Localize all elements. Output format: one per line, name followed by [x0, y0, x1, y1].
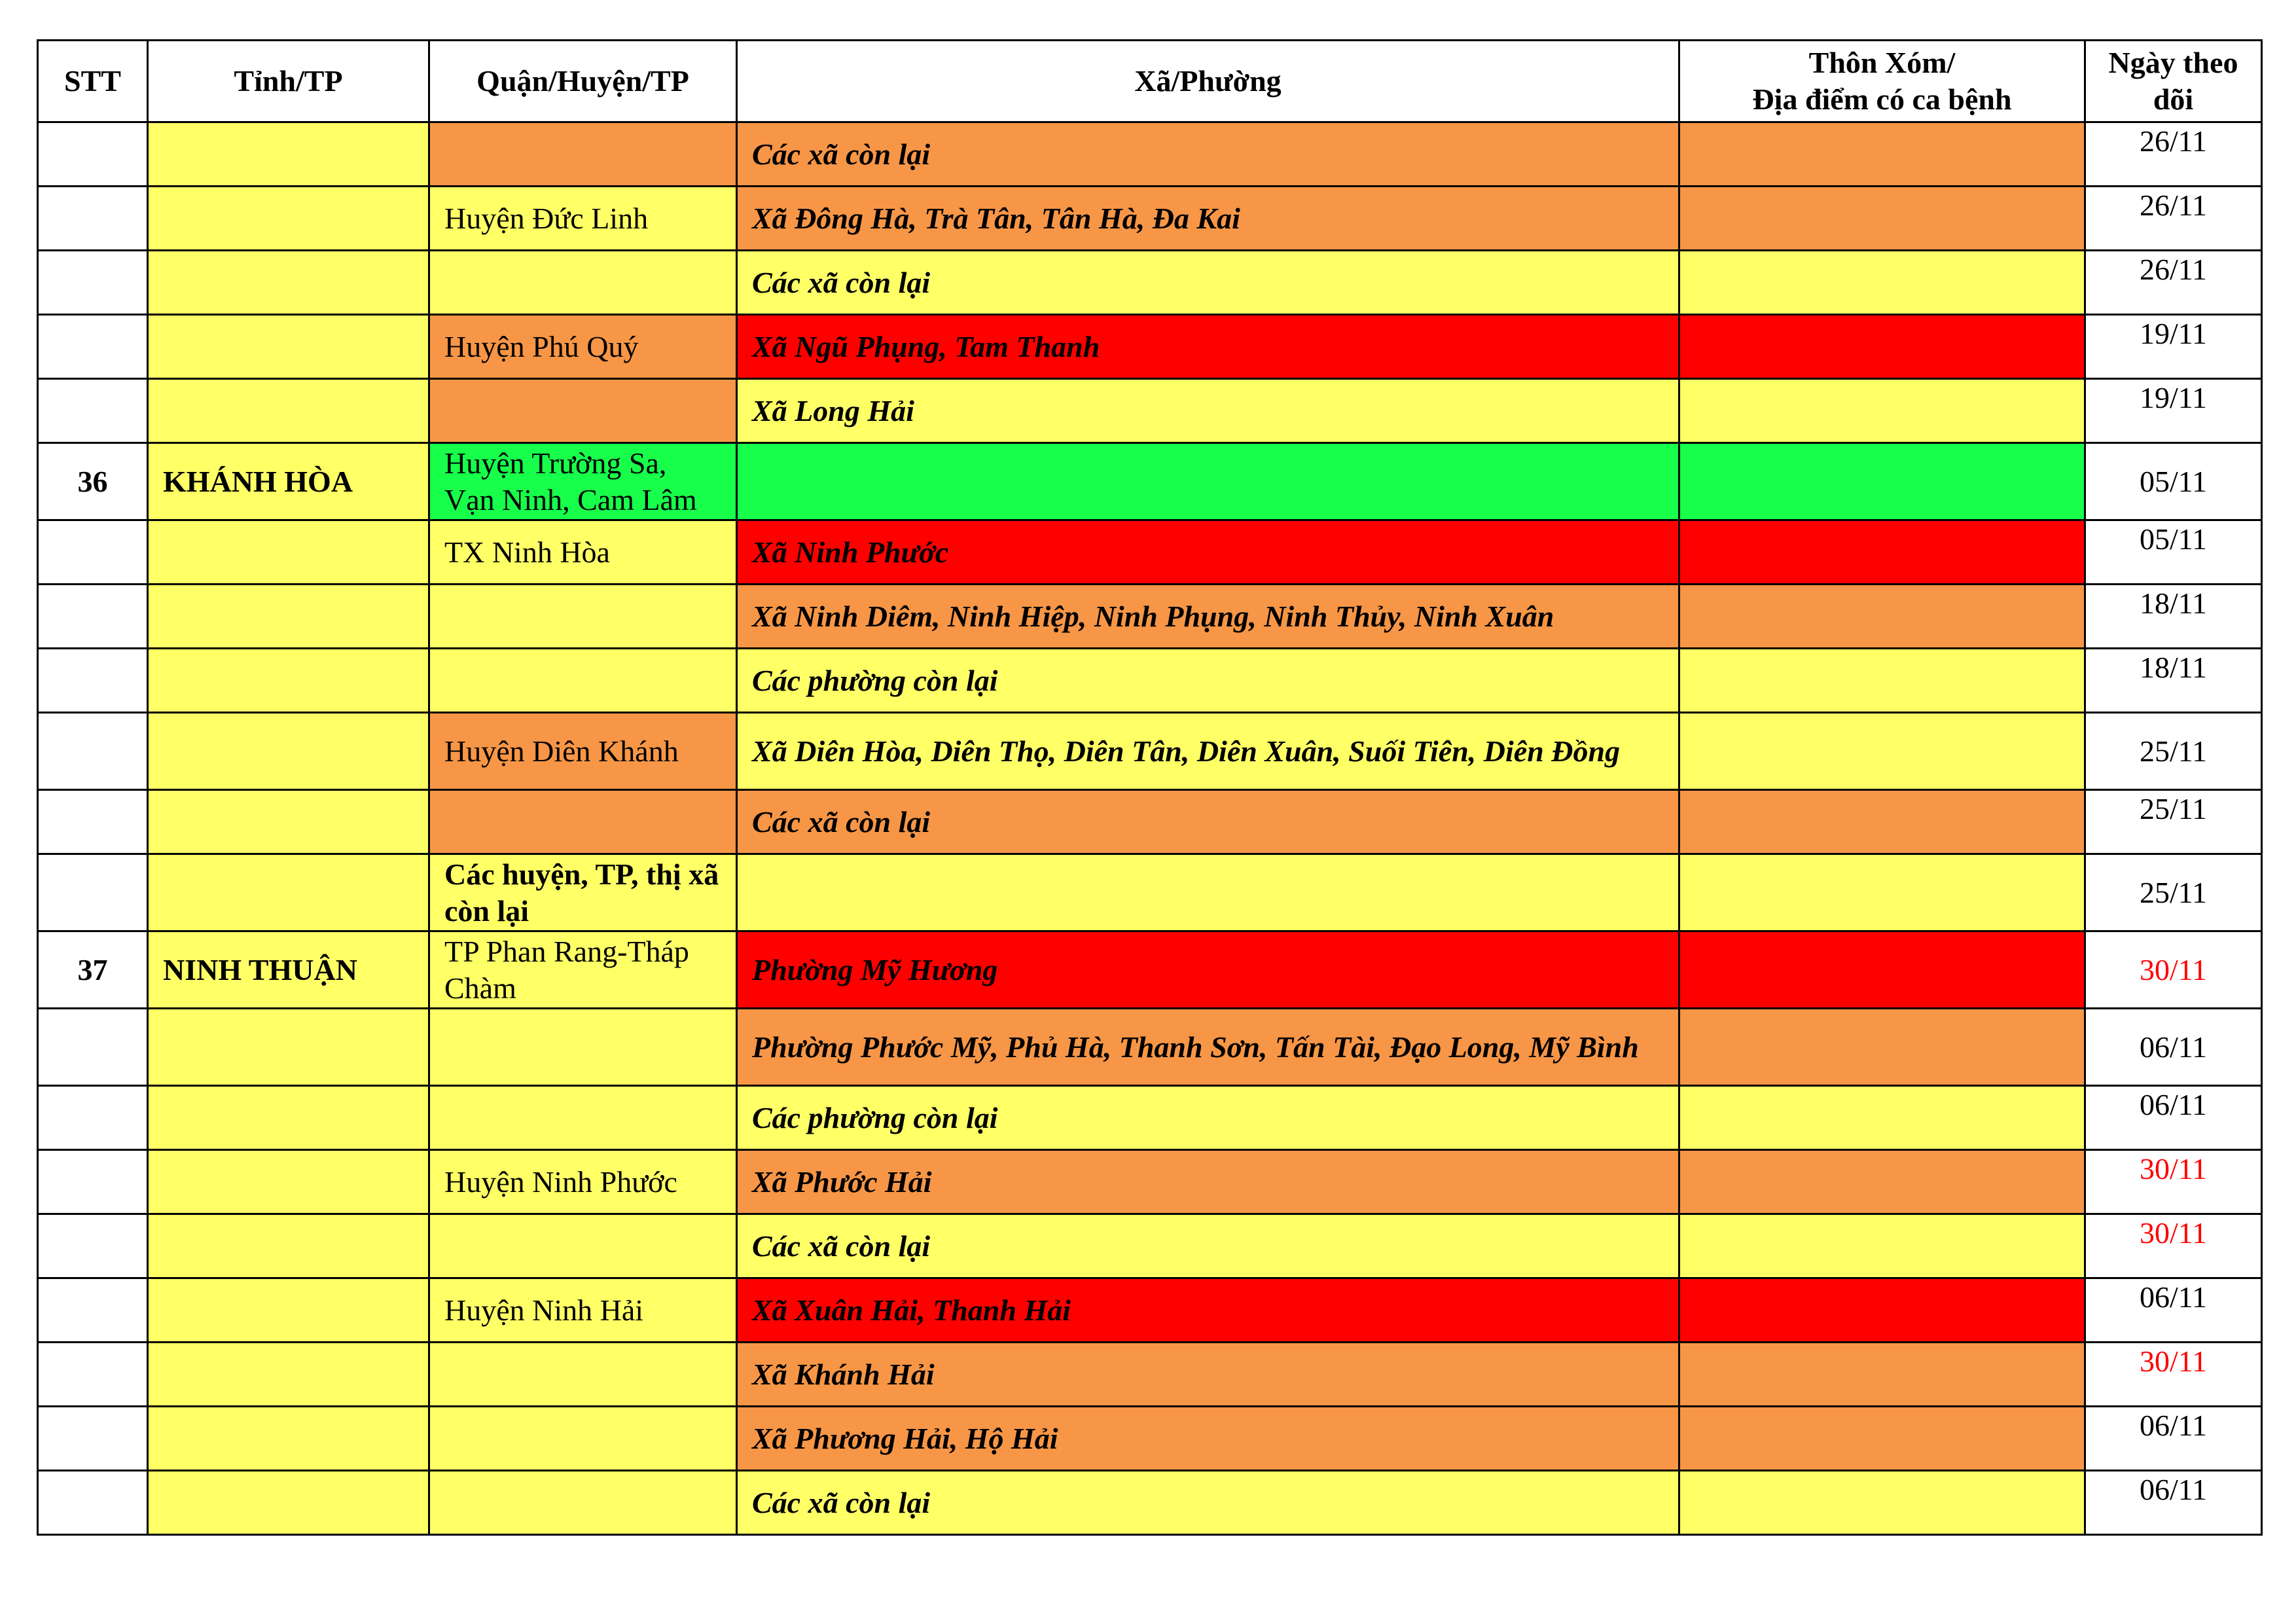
province-cell — [148, 1086, 429, 1150]
table-body — [38, 122, 2262, 1535]
table-row — [38, 122, 2262, 187]
stt-cell — [38, 315, 148, 379]
ward-cell: Xã Ninh Diêm, Ninh Hiệp, Ninh Phụng, Ninh Thủy, Ninh Xuân — [737, 585, 1679, 649]
date-cell: 06/11 — [2085, 1278, 2262, 1343]
ward-cell: Các xã còn lại — [737, 1471, 1679, 1535]
ward-cell — [737, 854, 1679, 931]
header-date — [2085, 41, 2262, 122]
stt-cell — [38, 1278, 148, 1343]
stt-cell — [38, 122, 148, 187]
district-cell — [429, 1407, 737, 1471]
stt-cell — [38, 1086, 148, 1150]
province-cell — [148, 713, 429, 790]
hamlet-cell — [1679, 520, 2085, 585]
ward-cell: Xã Phước Hải — [737, 1150, 1679, 1214]
table-row — [38, 379, 2262, 443]
district-cell: Các huyện, TP, thị xã còn lại — [429, 854, 737, 931]
ward-cell: Xã Diên Hòa, Diên Thọ, Diên Tân, Diên Xuân, Suối Tiên, Diên Đồng — [737, 713, 1679, 790]
stt-cell — [38, 1471, 148, 1535]
table-row — [38, 443, 2262, 520]
stt-cell — [38, 649, 148, 713]
ward-cell: Xã Xuân Hải, Thanh Hải — [737, 1278, 1679, 1343]
hamlet-cell — [1679, 713, 2085, 790]
table-row — [38, 1150, 2262, 1214]
header-province: Tỉnh/TP — [148, 41, 429, 122]
table-row — [38, 187, 2262, 251]
date-cell: 26/11 — [2085, 187, 2262, 251]
date-cell: 25/11 — [2085, 713, 2262, 790]
hamlet-cell — [1679, 585, 2085, 649]
table-row — [38, 315, 2262, 379]
district-cell — [429, 790, 737, 854]
hamlet-cell — [1679, 931, 2085, 1009]
province-cell — [148, 520, 429, 585]
district-cell: Huyện Diên Khánh — [429, 713, 737, 790]
hamlet-cell — [1679, 854, 2085, 931]
stt-cell — [38, 713, 148, 790]
ward-cell: Xã Khánh Hải — [737, 1343, 1679, 1407]
district-cell: TX Ninh Hòa — [429, 520, 737, 585]
hamlet-cell — [1679, 251, 2085, 315]
date-cell: 05/11 — [2085, 520, 2262, 585]
hamlet-cell — [1679, 1471, 2085, 1535]
ward-cell: Các phường còn lại — [737, 1086, 1679, 1150]
date-cell: 06/11 — [2085, 1471, 2262, 1535]
date-cell: 06/11 — [2085, 1086, 2262, 1150]
table-row — [38, 1278, 2262, 1343]
ward-cell: Các phường còn lại — [737, 649, 1679, 713]
district-cell: TP Phan Rang-Tháp Chàm — [429, 931, 737, 1009]
stt-cell — [38, 379, 148, 443]
hamlet-cell — [1679, 1214, 2085, 1278]
district-cell: Huyện Ninh Phước — [429, 1150, 737, 1214]
hamlet-cell — [1679, 1086, 2085, 1150]
district-cell — [429, 379, 737, 443]
stt-cell — [38, 187, 148, 251]
hamlet-cell — [1679, 122, 2085, 187]
hamlet-cell — [1679, 187, 2085, 251]
province-cell — [148, 585, 429, 649]
district-cell — [429, 1086, 737, 1150]
district-cell: Huyện Đức Linh — [429, 187, 737, 251]
province-cell — [148, 251, 429, 315]
date-cell: 30/11 — [2085, 1150, 2262, 1214]
header-district: Quận/Huyện/TP — [429, 41, 737, 122]
header-date-line1: Ngày theo — [2108, 46, 2238, 79]
hamlet-cell — [1679, 1278, 2085, 1343]
stt-cell — [38, 790, 148, 854]
province-cell — [148, 122, 429, 187]
stt-cell — [38, 520, 148, 585]
province-cell: NINH THUẬN — [148, 931, 429, 1009]
province-cell — [148, 1214, 429, 1278]
date-cell: 25/11 — [2085, 790, 2262, 854]
table-row — [38, 1009, 2262, 1086]
table-row — [38, 520, 2262, 585]
province-cell — [148, 315, 429, 379]
hamlet-cell — [1679, 1343, 2085, 1407]
header-ward: Xã/Phường — [737, 41, 1679, 122]
district-cell: Huyện Phú Quý — [429, 315, 737, 379]
hamlet-cell — [1679, 443, 2085, 520]
district-cell — [429, 649, 737, 713]
stt-cell — [38, 1214, 148, 1278]
district-cell — [429, 251, 737, 315]
date-cell: 25/11 — [2085, 854, 2262, 931]
province-cell — [148, 854, 429, 931]
date-cell: 06/11 — [2085, 1407, 2262, 1471]
district-cell — [429, 1214, 737, 1278]
district-cell — [429, 1471, 737, 1535]
province-cell — [148, 1278, 429, 1343]
ward-cell — [737, 443, 1679, 520]
header-stt: STT — [38, 41, 148, 122]
ward-cell: Các xã còn lại — [737, 122, 1679, 187]
district-cell — [429, 1009, 737, 1086]
ward-cell: Phường Phước Mỹ, Phủ Hà, Thanh Sơn, Tấn Tài, Đạo Long, Mỹ Bình — [737, 1009, 1679, 1086]
epidemic-level-table — [37, 39, 2263, 1536]
table-row — [38, 649, 2262, 713]
date-cell: 18/11 — [2085, 585, 2262, 649]
ward-cell: Xã Phương Hải, Hộ Hải — [737, 1407, 1679, 1471]
table-row — [38, 790, 2262, 854]
stt-cell — [38, 251, 148, 315]
hamlet-cell — [1679, 790, 2085, 854]
date-cell: 30/11 — [2085, 1214, 2262, 1278]
ward-cell: Các xã còn lại — [737, 790, 1679, 854]
header-hamlet-line1: Thôn Xóm/ — [1808, 46, 1956, 79]
header-row — [38, 41, 2262, 122]
stt-cell — [38, 1343, 148, 1407]
province-cell — [148, 1150, 429, 1214]
date-cell: 26/11 — [2085, 251, 2262, 315]
stt-cell — [38, 1009, 148, 1086]
table-row — [38, 585, 2262, 649]
header-date-line2: dõi — [2153, 82, 2194, 116]
hamlet-cell — [1679, 1407, 2085, 1471]
stt-cell — [38, 1150, 148, 1214]
ward-cell: Phường Mỹ Hương — [737, 931, 1679, 1009]
province-cell — [148, 1471, 429, 1535]
table-row — [38, 1471, 2262, 1535]
stt-cell: 37 — [38, 931, 148, 1009]
ward-cell: Các xã còn lại — [737, 1214, 1679, 1278]
hamlet-cell — [1679, 1009, 2085, 1086]
ward-cell: Xã Long Hải — [737, 379, 1679, 443]
table-row — [38, 1407, 2262, 1471]
stt-cell: 36 — [38, 443, 148, 520]
ward-cell: Các xã còn lại — [737, 251, 1679, 315]
table-row — [38, 1086, 2262, 1150]
table-row — [38, 713, 2262, 790]
table-row — [38, 1214, 2262, 1278]
table-row — [38, 251, 2262, 315]
stt-cell — [38, 854, 148, 931]
date-cell: 30/11 — [2085, 1343, 2262, 1407]
district-cell — [429, 585, 737, 649]
header-hamlet — [1679, 41, 2085, 122]
district-cell: Huyện Ninh Hải — [429, 1278, 737, 1343]
province-cell — [148, 1009, 429, 1086]
district-cell: Huyện Trường Sa, Vạn Ninh, Cam Lâm — [429, 443, 737, 520]
table-row — [38, 1343, 2262, 1407]
stt-cell — [38, 1407, 148, 1471]
province-cell: KHÁNH HÒA — [148, 443, 429, 520]
hamlet-cell — [1679, 379, 2085, 443]
date-cell: 30/11 — [2085, 931, 2262, 1009]
province-cell — [148, 1343, 429, 1407]
date-cell: 19/11 — [2085, 379, 2262, 443]
table-row — [38, 931, 2262, 1009]
date-cell: 18/11 — [2085, 649, 2262, 713]
date-cell: 05/11 — [2085, 443, 2262, 520]
header-hamlet-line2: Địa điểm có ca bệnh — [1752, 82, 2012, 116]
ward-cell: Xã Đông Hà, Trà Tân, Tân Hà, Đa Kai — [737, 187, 1679, 251]
table-row — [38, 854, 2262, 931]
stt-cell — [38, 585, 148, 649]
date-cell: 26/11 — [2085, 122, 2262, 187]
hamlet-cell — [1679, 315, 2085, 379]
province-cell — [148, 379, 429, 443]
hamlet-cell — [1679, 649, 2085, 713]
ward-cell: Xã Ngũ Phụng, Tam Thanh — [737, 315, 1679, 379]
province-cell — [148, 790, 429, 854]
ward-cell: Xã Ninh Phước — [737, 520, 1679, 585]
hamlet-cell — [1679, 1150, 2085, 1214]
province-cell — [148, 649, 429, 713]
district-cell — [429, 122, 737, 187]
province-cell — [148, 187, 429, 251]
date-cell: 06/11 — [2085, 1009, 2262, 1086]
province-cell — [148, 1407, 429, 1471]
date-cell: 19/11 — [2085, 315, 2262, 379]
district-cell — [429, 1343, 737, 1407]
